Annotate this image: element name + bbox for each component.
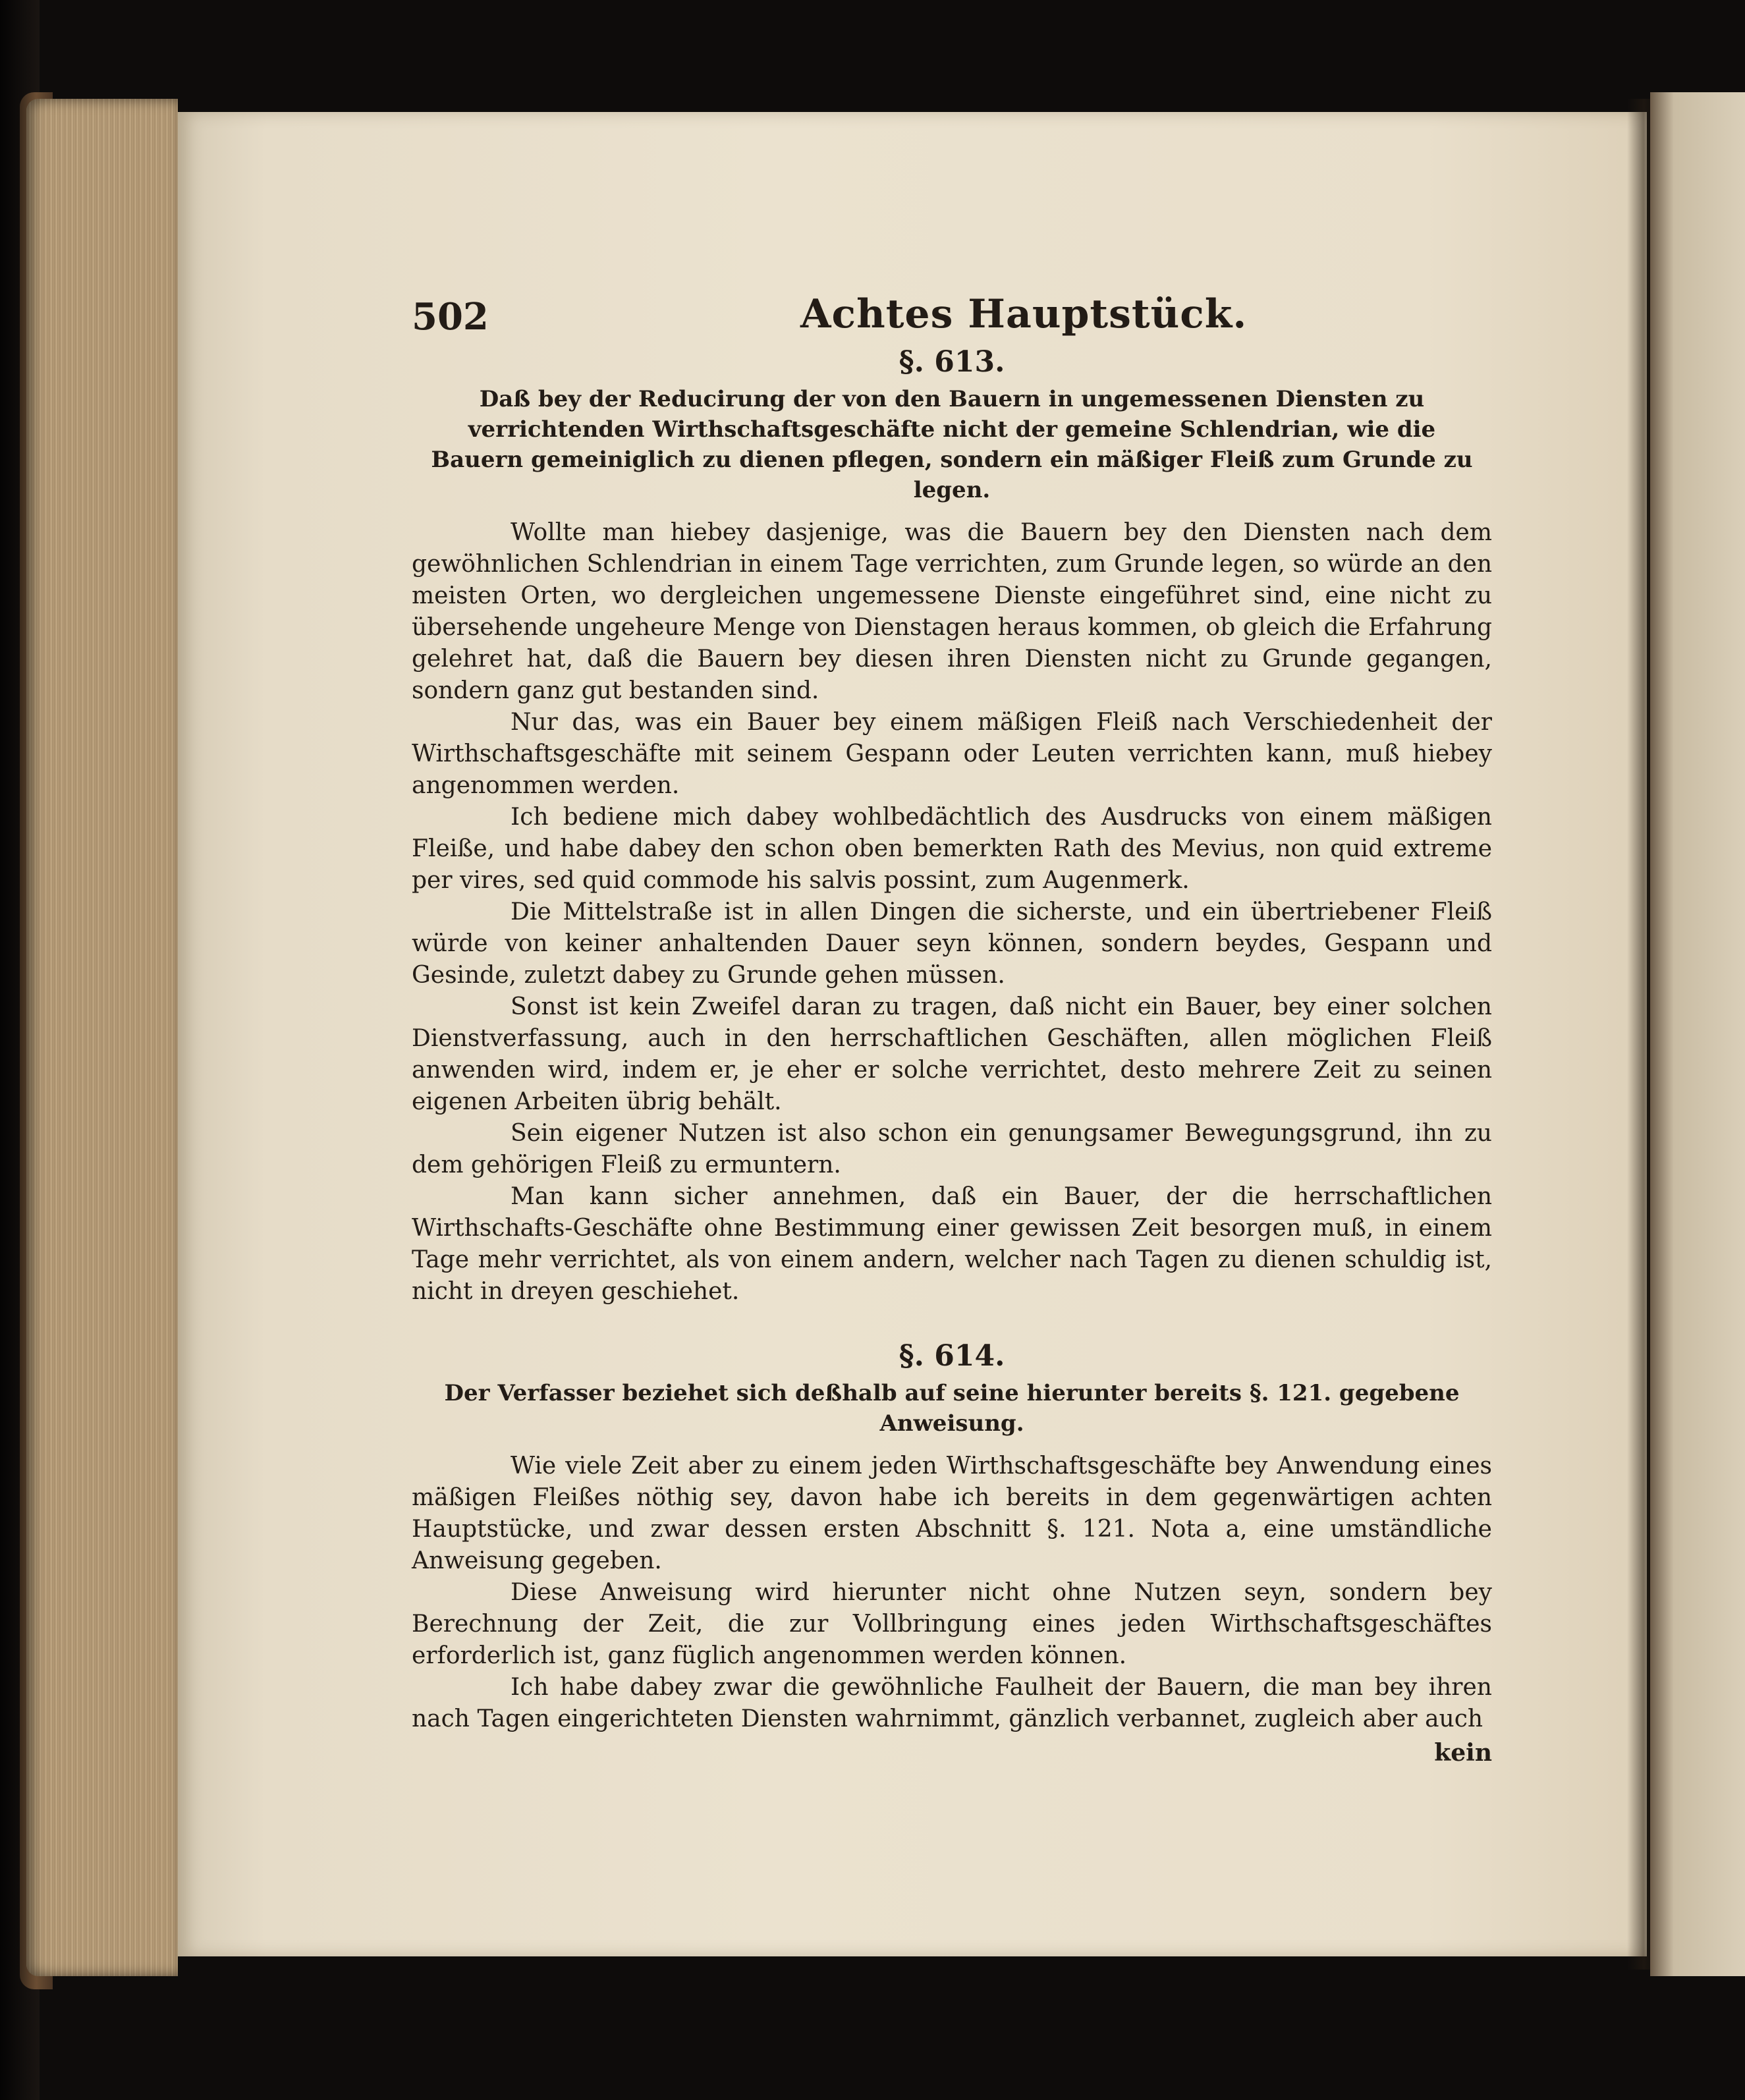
paragraph: Ich bediene mich dabey wohlbedächtlich des Ausdrucks von einem mäßigen Fleiße, und habe dabey den schon oben bemerkten Rath des Mevius, non quid extreme per vires, sed quid commode his salvis possint, zum Augenmerk. [412,804,1492,894]
section-divider [412,1308,1492,1337]
section-613 [412,345,1492,1308]
section-summary: Daß bey der Reducirung der von den Bauern in ungemessenen Diensten zu verrichtenden Wirthschaftsgeschäfte nicht der gemeine Schlendrian, wie die Bauern gemeiniglich zu dienen pflegen, sondern ein mäßiger Fleiß zum Grunde zu legen. [431,386,1473,503]
paragraph: Sonst ist kein Zweifel daran zu tragen, daß nicht ein Bauer, bey einer solchen Dienstverfassung, auch in den herrschaftlichen Geschäften, allen möglichen Fleiß anwenden wird, indem er, je eher er solche verrichtet, desto mehrere Zeit zu seinen eigenen Arbeiten übrig behält. [412,993,1492,1115]
catchword: kein [1434,1739,1492,1767]
section-number: §. 613. [899,345,1005,379]
page-content [412,283,1492,1767]
section-summary: Der Verfasser beziehet sich deßhalb auf seine hierunter bereits §. 121. gegebene Anweisung. [444,1380,1460,1437]
paragraph: Wollte man hiebey dasjenige, was die Bauern bey den Diensten nach dem gewöhnlichen Schlendrian in einem Tage verrichten, zum Grunde legen, so würde an den meisten Orten, wo dergleichen ungemessene Dienste eingeführet sind, eine nicht zu übersehende ungeheure Menge von Dienstagen heraus kommen, ob gleich die Erfahrung gelehret hat, daß die Bauern bey diesen ihren Diensten nicht zu Grunde gegangen, sondern ganz gut bestanden sind. [412,519,1492,704]
running-head [412,283,1492,343]
page-number: 502 [412,295,489,339]
paragraph: Man kann sicher annehmen, daß ein Bauer, der die herrschaftlichen Wirthschafts-Geschäfte ohne Bestimmung einer gewissen Zeit besorgen muß, in einem Tage mehr verrichtet, als von einem andern, welcher nach Tagen zu dienen schuldig ist, nicht in dreyen geschiehet. [412,1183,1492,1305]
page-stack-edge [26,99,178,1976]
running-title: Achtes Hauptstück. [800,291,1248,337]
paragraph: Diese Anweisung wird hierunter nicht ohne Nutzen seyn, sondern bey Berechnung der Zeit, die zur Vollbringung eines jeden Wirthschaftsgeschäftes erforderlich ist, ganz füglich angenommen werden können. [412,1579,1492,1669]
paragraph: Wie viele Zeit aber zu einem jeden Wirthschaftsgeschäfte bey Anwendung eines mäßigen Fleißes nöthig sey, davon habe ich bereits in dem gegenwärtigen achten Hauptstücke, und zwar dessen ersten Abschnitt §. 121. Nota a, eine umständliche Anweisung gegeben. [412,1452,1492,1574]
paragraph: Sein eigener Nutzen ist also schon ein genungsamer Bewegungsgrund, ihn zu dem gehörigen Fleiß zu ermuntern. [412,1120,1492,1178]
paragraph: Die Mittelstraße ist in allen Dingen die sicherste, und ein übertriebener Fleiß würde von keiner anhaltenden Dauer seyn können, sondern beydes, Gespann und Gesinde, zuletzt dabey zu Grunde gehen müssen. [412,898,1492,989]
section-614 [412,1339,1492,1735]
paragraph: Ich habe dabey zwar die gewöhnliche Faulheit der Bauern, die man bey ihren nach Tagen eingerichteten Diensten wahrnimmt, gänzlich verbannet, zugleich aber auch [412,1674,1492,1732]
facing-page-edge [1650,92,1745,1976]
section-number: §. 614. [899,1339,1005,1373]
paragraph: Nur das, was ein Bauer bey einem mäßigen Fleiß nach Verschiedenheit der Wirthschaftsgeschäfte mit seinem Gespann oder Leuten verrichten kann, muß hiebey angenommen werden. [412,709,1492,799]
